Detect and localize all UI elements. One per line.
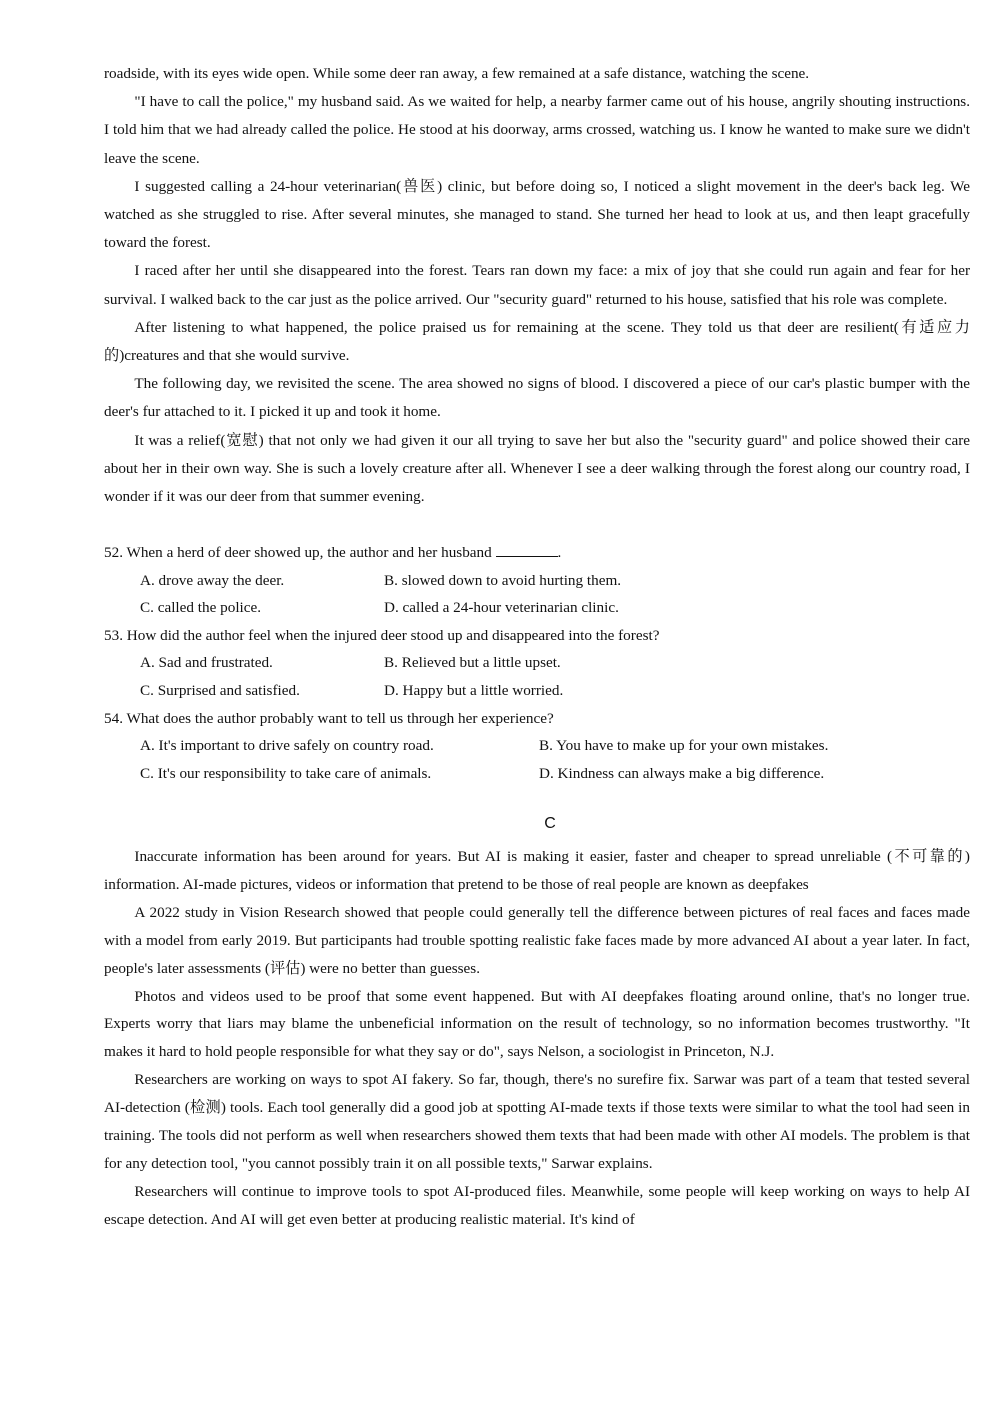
question-53-options: [140, 649, 970, 704]
question-52-stem-end: .: [557, 544, 562, 561]
passage-c-paragraph-5: Researchers will continue to improve tools to spot AI-produced files. Meanwhile, some people will keep working on ways to help AI escape detection. And AI will get even better at producing realistic material. It's kind of: [104, 1182, 970, 1228]
passage-b: [104, 60, 970, 511]
option-53-a: A. Sad and frustrated.: [140, 654, 273, 672]
passage-b-paragraph-7: It was a relief(宽慰) that not only we had given it our all trying to save her but also the "security guard" and police showed their care about her in their own way. She is such a lovely creature after all. Whenever I see a deer walking through the forest along our country road, I wonder if it was our deer from that summer evening.: [104, 431, 970, 506]
option-54-b: B. You have to make up for your own mistakes.: [539, 737, 829, 755]
passage-b-paragraph-4: I raced after her until she disappeared into the forest. Tears ran down my face: a mix of joy that she could run again and fear for her survival. I walked back to the car just as the police arrived. Our "security guard" returned to his house, satisfied that his role was complete.: [104, 262, 970, 308]
option-52-a: A. drove away the deer.: [140, 571, 285, 589]
passage-b-paragraph-6: The following day, we revisited the scene. The area showed no signs of blood. I discovered a piece of our car's plastic bumper with the deer's fur attached to it. I picked it up and took it home.: [104, 375, 970, 421]
option-52-d: D. called a 24-hour veterinarian clinic.: [384, 599, 619, 617]
question-52: [104, 539, 970, 567]
question-52-stem: 52. When a herd of deer showed up, the author and her husband: [104, 544, 492, 561]
option-52-c: C. called the police.: [140, 599, 262, 617]
question-54: 54. What does the author probably want to tell us through her experience?: [104, 709, 554, 727]
option-54-a: A. It's important to drive safely on country road.: [140, 737, 434, 755]
option-54-d: D. Kindness can always make a big difference.: [539, 764, 825, 782]
passage-b-paragraph-1: roadside, with its eyes wide open. While some deer ran away, a few remained at a safe distance, watching the scene.: [104, 65, 810, 82]
question-52-options: [140, 567, 970, 622]
passage-c-paragraph-1: Inaccurate information has been around for years. But AI is making it easier, faster and cheaper to spread unreliable (不可靠的) information. AI-made pictures, videos or information that pretend to be those of real people are known as deepfakes: [104, 848, 970, 893]
question-block: [104, 539, 970, 787]
passage-c-paragraph-4: Researchers are working on ways to spot AI fakery. So far, though, there's no surefire fix. Sarwar was part of a team that tested several AI-detection (检测) tools. Each tool generally did a good job at spotting AI-made texts if those texts were similar to what the tool had seen in training. The tools did not perform as well when researchers showed them texts that had been made with other AI models. The problem is that for any detection tool, "you cannot possibly train it on all possible texts," Sarwar explains.: [104, 1071, 970, 1172]
passage-b-paragraph-2: "I have to call the police," my husband said. As we waited for help, a nearby farmer came out of his house, angrily shouting instructions. I told him that we had already called the police. He stood at his doorway, arms crossed, watching us. I know he wanted to make sure we didn't leave the scene.: [104, 93, 970, 167]
question-54-options: [140, 732, 970, 787]
option-54-c: C. It's our responsibility to take care of animals.: [140, 764, 432, 782]
option-53-b: B. Relieved but a little upset.: [384, 654, 561, 672]
passage-b-paragraph-5: After listening to what happened, the police praised us for remaining at the scene. They told us that deer are resilient(有适应力的)creatures and that she would survive.: [104, 318, 970, 365]
answer-blank: [496, 542, 558, 557]
option-53-c: C. Surprised and satisfied.: [140, 681, 300, 699]
question-53: 53. How did the author feel when the injured deer stood up and disappeared into the forest?: [104, 626, 660, 644]
passage-b-paragraph-3: I suggested calling a 24-hour veterinarian(兽医) clinic, but before doing so, I noticed a slight movement in the deer's back leg. We watched as she struggled to rise. After several minutes, she managed to stand. She turned her head to look at us, and then leapt gracefully toward the forest.: [104, 177, 970, 252]
passage-c-paragraph-3: Photos and videos used to be proof that some event happened. But with AI deepfakes floating around online, that's no longer true. Experts worry that liars may blame the unbeneficial information on the result of technology, so no information becomes trustworthy. "It makes it hard to hold people responsible for what they say or do", says Nelson, a sociologist in Princeton, N.J.: [104, 987, 970, 1061]
option-52-b: B. slowed down to avoid hurting them.: [384, 571, 622, 589]
passage-c: [104, 843, 970, 1234]
passage-c-paragraph-2: A 2022 study in Vision Research showed that people could generally tell the difference between pictures of real faces and faces made with a model from early 2019. But participants had trouble spotting realistic fake faces made by more advanced AI about a year later. In fact, people's later assessments (评估) were no better than guesses.: [104, 903, 970, 977]
section-heading: C: [544, 815, 556, 832]
option-53-d: D. Happy but a little worried.: [384, 681, 564, 699]
